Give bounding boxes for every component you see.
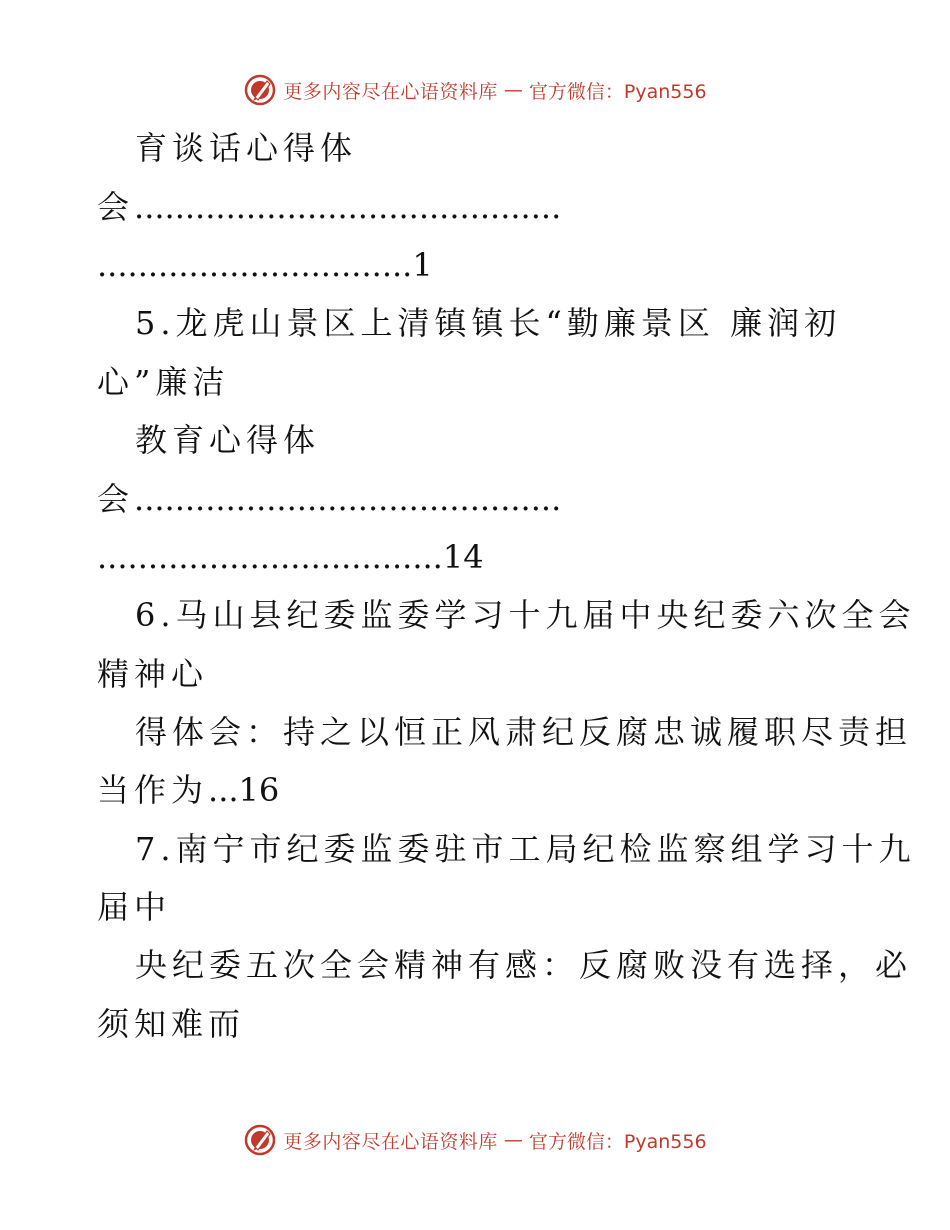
toc-leader-dots: .......................................... [134,188,562,226]
toc-leader-dots: ... [208,771,239,809]
header-separator: — [503,79,523,101]
toc-line: 6.马山县纪委监委学习十九届中央纪委六次全会 [135,596,916,634]
toc-line: 7.南宁市纪委监委驻市工局纪检监察组学习十九 [135,830,916,868]
footer-separator: — [503,1129,523,1151]
toc-line: 须知难而 [97,1005,246,1043]
header-wechat-text: 官方微信：Pyan556 [528,80,707,103]
toc-line: 央纪委五次全会精神有感：反腐败没有选择，必 [135,946,913,984]
toc-text: 会 [97,188,135,226]
footer-site-text: 更多内容尽在心语资料库 [283,1130,498,1153]
toc-line [97,770,279,810]
toc-leader-dots: ............................... [97,246,413,284]
toc-leader-dots: .................................. [97,538,443,576]
toc-line: 心”廉洁 [97,363,230,401]
toc-leader-dots: .......................................... [134,480,562,518]
toc-page-number: 1 [412,246,433,284]
toc-line: 育谈话心得体 [135,129,358,167]
pen-logo-icon [243,73,277,107]
toc-line [97,479,561,519]
toc-line: 5.龙虎山景区上清镇镇长“勤廉景区 廉润初 [135,304,842,342]
toc-text: 会 [97,480,135,518]
pen-logo-icon [243,1123,277,1157]
footer-wechat-text: 官方微信：Pyan556 [528,1130,707,1153]
header-banner [0,70,950,110]
toc-line [97,537,484,577]
toc-line [97,187,561,227]
header-site-text: 更多内容尽在心语资料库 [283,80,498,103]
toc-line: 精神心 [97,655,209,693]
footer-banner [0,1120,950,1160]
toc-line [97,245,433,285]
toc-line: 教育心得体 [135,421,321,459]
toc-page-number: 16 [238,771,280,809]
toc-line: 得体会：持之以恒正风肃纪反腐忠诚履职尽责担 [135,713,913,751]
toc-text: 当作为 [97,771,209,809]
toc-line: 届中 [97,888,172,926]
toc-page-number: 14 [442,538,484,576]
